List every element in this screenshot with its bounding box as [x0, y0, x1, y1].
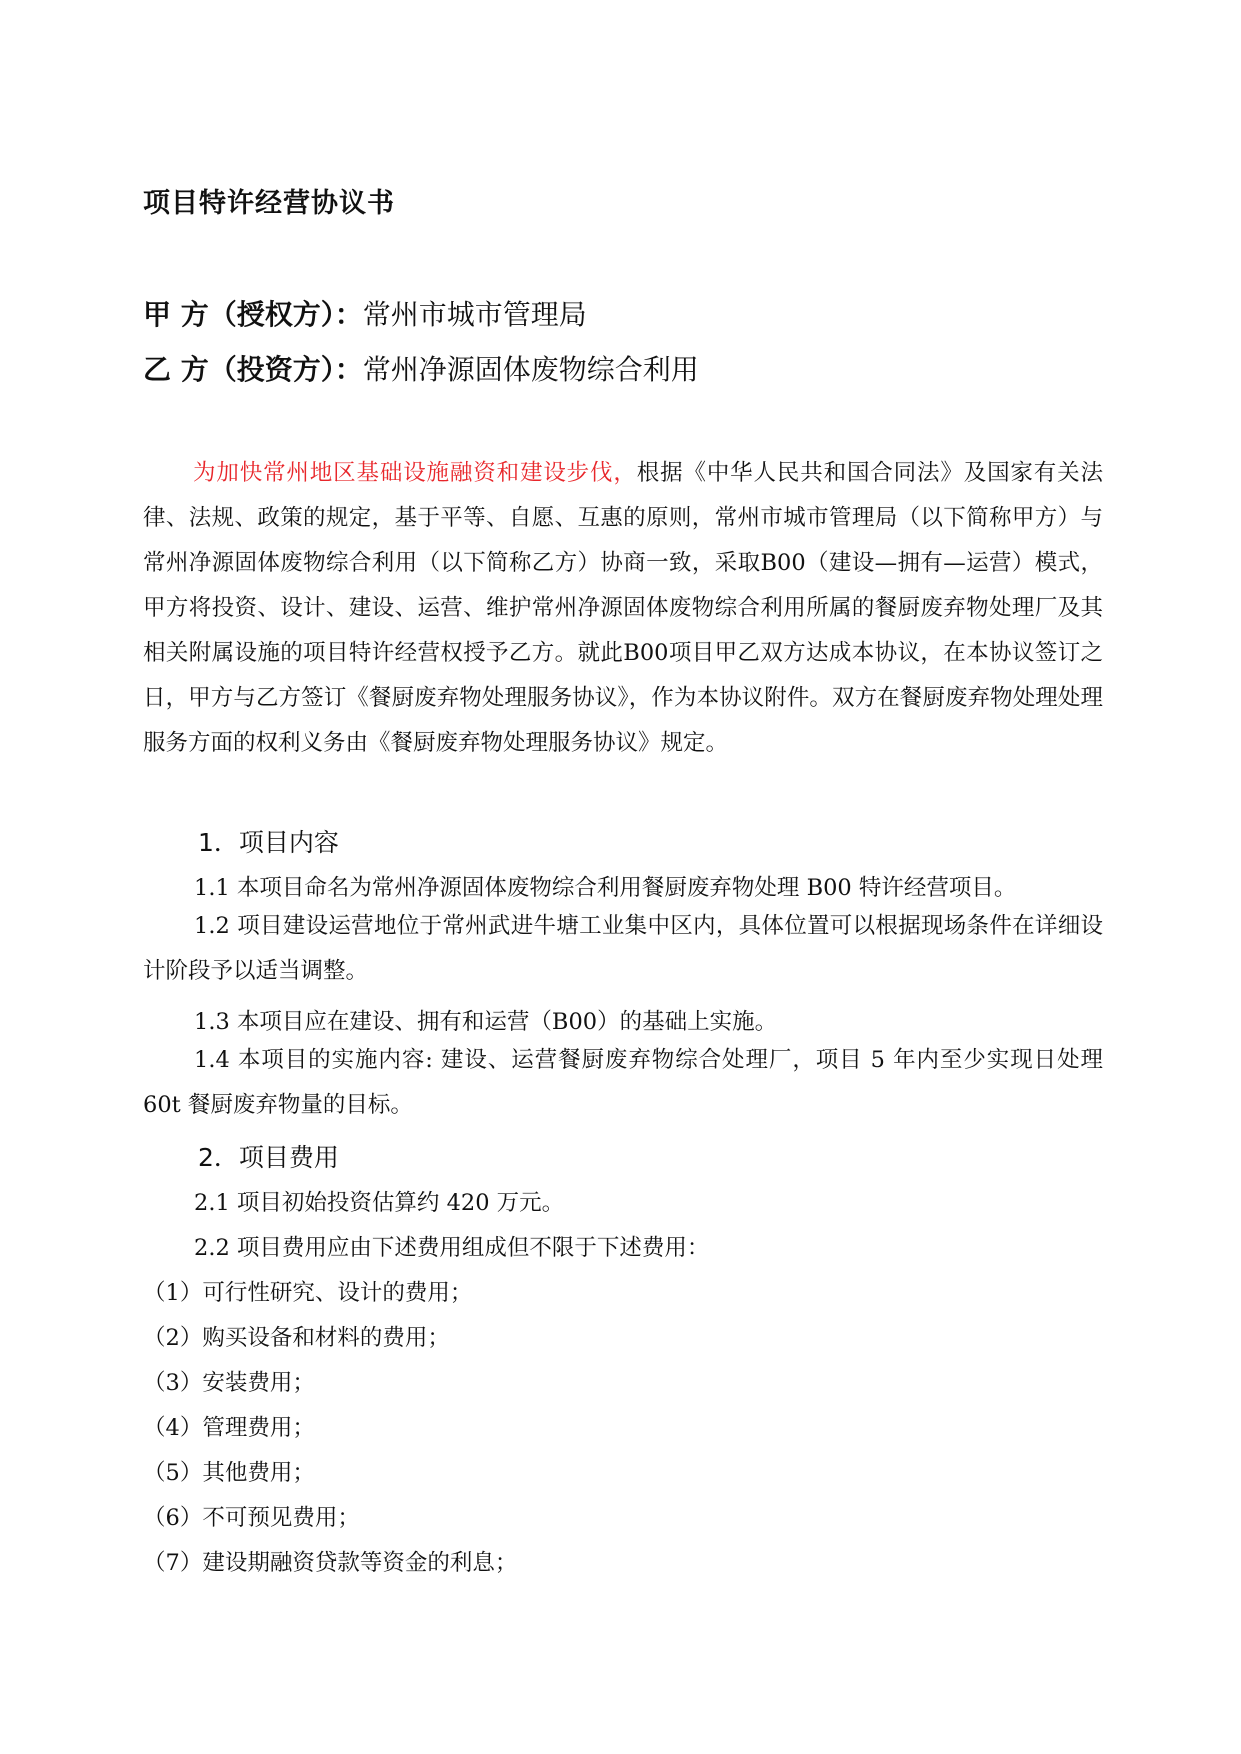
item-1-2: 1.2 项目建设运营地位于常州武进牛塘工业集中区内，具体位置可以根据现场条件在详细设计阶段予以适当调整。: [143, 913, 1103, 984]
cost-list-item: （1）可行性研究、设计的费用；: [143, 1280, 473, 1306]
intro-text: 根据《中华人民共和国合同法》及国家有关法律、法规、政策的规定，基于平等、自愿、互惠的原则，常州市城市管理局（以下简称甲方）与常州净源固体废物综合利用（以下简称乙方）协商一致，采取B00（建设—拥有—运营）模式，甲方将投资、设计、建设、运营、维护常州净源固体废物综合利用所属的餐厨废弃物处理厂及其相关附属设施的项目特许经营权授予乙方。就此B00项目甲乙双方达成本协议，在本协议签订之日，甲方与乙方签订《餐厨废弃物处理服务协议》，作为本协议附件。双方在餐厨废弃物处理处理服务方面的权利义务由《餐厨废弃物处理服务协议》规定。: [143, 460, 1103, 756]
item-1-4: 1.4 本项目的实施内容: 建设、运营餐厨废弃物综合处理厂，项目 5 年内至少实现日处理 60t 餐厨废弃物量的目标。: [143, 1047, 1103, 1118]
party-a-name: 常州市城市管理局: [362, 298, 587, 331]
cost-list-item: （5）其他费用；: [143, 1460, 315, 1486]
section-2-heading: 2．项目费用: [198, 1143, 339, 1172]
cost-list-item: （7）建设期融资贷款等资金的利息；: [143, 1550, 518, 1576]
party-a-role: 甲 方（授权方）：: [143, 298, 363, 331]
cost-list-item: （2）购买设备和材料的费用；: [143, 1325, 450, 1351]
item-2-2: 2.2 项目费用应由下述费用组成但不限于下述费用：: [194, 1235, 710, 1261]
cost-list-item: （3）安装费用；: [143, 1370, 315, 1396]
cost-list-item: （6）不可预见费用；: [143, 1505, 360, 1531]
intro-highlight: 为加快常州地区基础设施融资和建设步伐，: [193, 460, 637, 486]
document-title: 项目特许经营协议书: [143, 188, 395, 219]
section-1-heading: 1．项目内容: [198, 828, 339, 857]
party-b: [143, 348, 699, 388]
party-b-role: 乙 方（投资方）：: [143, 353, 363, 386]
item-2-1: 2.1 项目初始投资估算约 420 万元。: [194, 1190, 565, 1216]
party-a: [143, 293, 587, 333]
intro-paragraph: [143, 451, 1103, 766]
item-1-3: 1.3 本项目应在建设、拥有和运营（B00）的基础上实施。: [194, 1009, 778, 1035]
cost-list-item: （4）管理费用；: [143, 1415, 315, 1441]
party-b-name: 常州净源固体废物综合利用: [362, 353, 699, 386]
item-1-1: 1.1 本项目命名为常州净源固体废物综合利用餐厨废弃物处理 B00 特许经营项目。: [194, 875, 1017, 901]
